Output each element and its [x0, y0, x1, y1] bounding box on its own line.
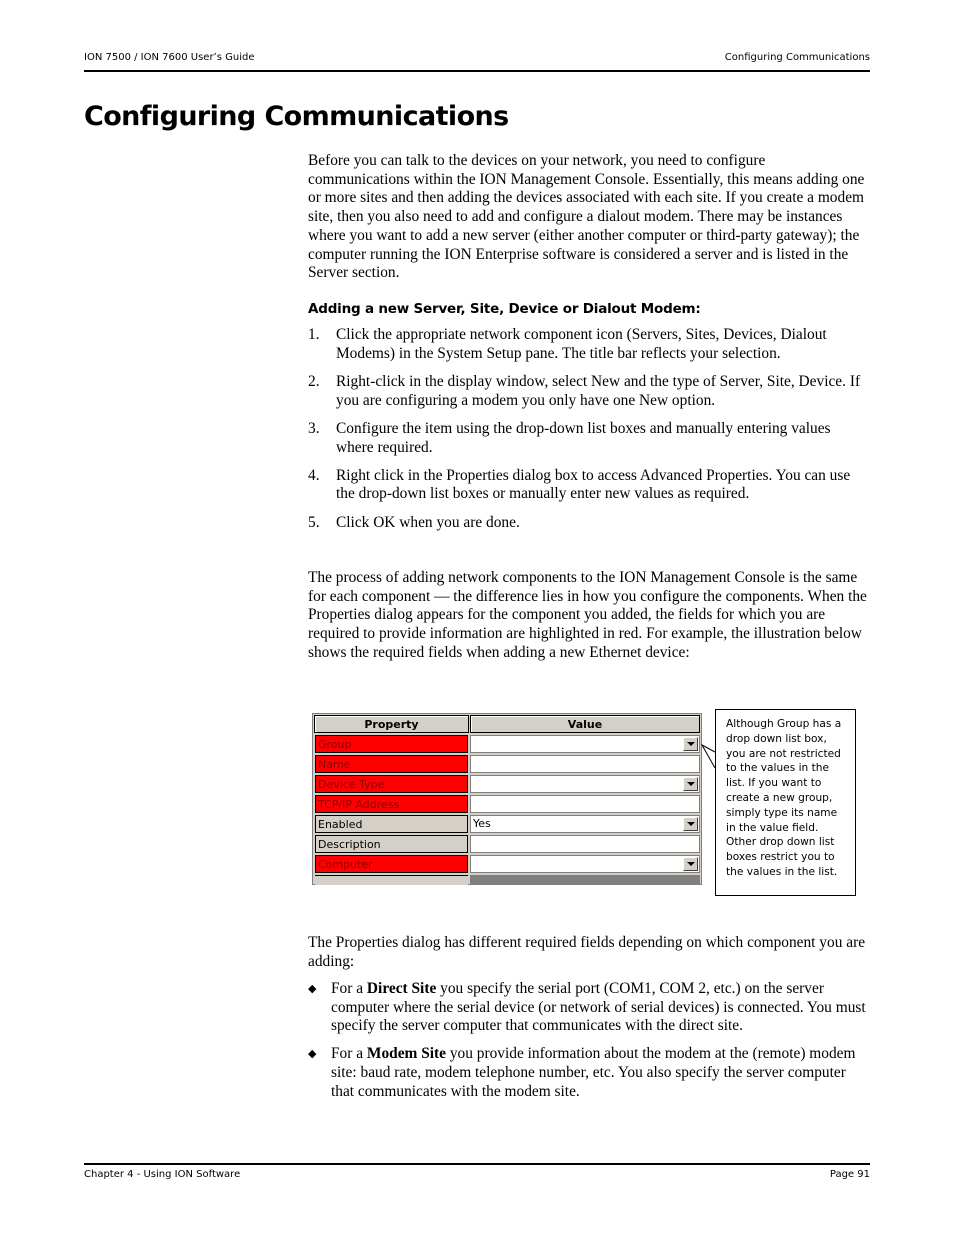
- property-value-field[interactable]: [470, 755, 700, 773]
- footer-page-number: Page 91: [829, 1169, 870, 1180]
- property-name: Enabled: [315, 815, 468, 833]
- group-callout: Although Group has a drop down list box, you are not restricted to the values in the list. If you want to create a new group, simply type its name in the value field. Other drop down list boxes restrict you to the values in the list.: [715, 709, 856, 896]
- procedure-heading: Adding a new Server, Site, Device or Dialout Modem:: [308, 301, 701, 317]
- page-header: [84, 52, 870, 72]
- header-guide-title: ION 7500 / ION 7600 User’s Guide: [84, 52, 255, 63]
- property-value-field[interactable]: [470, 855, 700, 873]
- bullet-text: you provide information about the modem at the (remote) modem site: baud rate, modem telephone number, etc. You also specify the server computer that communicates with the modem site.: [331, 1045, 856, 1100]
- step-text: Click the appropriate network component icon (Servers, Sites, Devices, Dialout Modems) in the System Setup pane. The title bar reflects your selection.: [336, 326, 827, 362]
- required-fields-paragraph: The Properties dialog has different required fields depending on which component you are adding:: [308, 934, 866, 970]
- step-text: Right-click in the display window, select New and the type of Server, Site, Device. If you are configuring a modem you only have one New option.: [336, 372, 861, 409]
- property-value-field[interactable]: [470, 795, 700, 813]
- site-type-name: Modem Site: [366, 1045, 446, 1063]
- site-type-list: [308, 980, 870, 1111]
- property-value-field[interactable]: [470, 775, 700, 793]
- procedure-steps: [308, 326, 870, 542]
- property-value-field[interactable]: [470, 815, 700, 833]
- property-value-field[interactable]: [470, 735, 700, 753]
- site-type-item: [308, 980, 870, 1036]
- property-value-field[interactable]: [470, 835, 700, 853]
- step-number: 3.: [308, 419, 320, 437]
- page-title: Configuring Communications: [84, 101, 509, 132]
- property-row: [313, 734, 703, 754]
- property-value: Yes: [473, 817, 491, 830]
- procedure-step: [308, 326, 870, 363]
- property-name: Computer: [315, 855, 468, 873]
- dropdown-arrow-icon[interactable]: [683, 737, 698, 751]
- property-row: [313, 854, 703, 874]
- grid-empty-area: [315, 875, 468, 885]
- procedure-step: [308, 420, 870, 457]
- site-type-name: Direct Site: [366, 980, 437, 997]
- step-number: 1.: [308, 326, 320, 343]
- dropdown-arrow-icon[interactable]: [683, 817, 698, 831]
- header-section-title: Configuring Communications: [724, 52, 870, 63]
- procedure-step: [308, 514, 870, 533]
- step-number: 4.: [308, 466, 320, 484]
- property-name: Description: [315, 835, 468, 853]
- bullet-prefix: For a: [331, 980, 367, 997]
- property-row: [313, 834, 703, 854]
- dropdown-arrow-icon[interactable]: [683, 857, 698, 871]
- step-text: Configure the item using the drop-down list boxes and manually entering values where required.: [336, 419, 831, 456]
- property-name: Device Type: [315, 775, 468, 793]
- bullet-text: you specify the serial port (COM1, COM 2, etc.) on the server computer where the serial device (or network of serial devices) is connected. You must specify the server computer that communicates with the direct site.: [331, 980, 866, 1035]
- site-type-item: [308, 1045, 870, 1101]
- step-number: 5.: [308, 513, 320, 531]
- dropdown-arrow-icon[interactable]: [683, 777, 698, 791]
- properties-grid: [312, 713, 702, 885]
- property-column-header: Property: [314, 715, 469, 733]
- property-name: Name: [315, 755, 468, 773]
- step-text: Click OK when you are done.: [336, 513, 520, 531]
- bullet-prefix: For a: [331, 1045, 367, 1063]
- property-row: [313, 754, 703, 774]
- diamond-bullet-icon: ◆: [308, 1048, 317, 1061]
- property-name: TCP/IP Address: [315, 795, 468, 813]
- property-row: [313, 814, 703, 834]
- property-row: [313, 794, 703, 814]
- procedure-step: [308, 467, 870, 504]
- step-text: Right click in the Properties dialog box to access Advanced Properties. You can use the drop-down list boxes or manually enter new values as required.: [336, 466, 851, 503]
- property-name: Group: [315, 735, 468, 753]
- intro-paragraph: Before you can talk to the devices on your network, you need to configure communications within the ION Management Console. Essentially, this means adding one or more sites and then adding the devices associated with each site. If you create a modem site, then you also need to add and configure a dialout modem. There may be instances where you want to add a new server (either another computer or third-party gateway); the computer running the ION Enterprise software is considered a server and is listed in the Server section.: [308, 152, 865, 282]
- value-column-header: Value: [470, 715, 700, 733]
- property-row: [313, 774, 703, 794]
- process-paragraph: The process of adding network components to the ION Management Console is the same for each component — the difference lies in how you configure the components. When the Properties dialog appears for the component you added, the fields for which you are required to provide information are highlighted in red. For example, the illustration below shows the required fields when adding a new Ethernet device:: [308, 569, 867, 661]
- page-footer: [84, 1163, 870, 1180]
- diamond-bullet-icon: ◆: [308, 983, 317, 995]
- step-number: 2.: [308, 372, 320, 390]
- grid-empty-value-area: [470, 875, 700, 884]
- procedure-step: [308, 373, 870, 410]
- footer-chapter: Chapter 4 - Using ION Software: [84, 1169, 241, 1180]
